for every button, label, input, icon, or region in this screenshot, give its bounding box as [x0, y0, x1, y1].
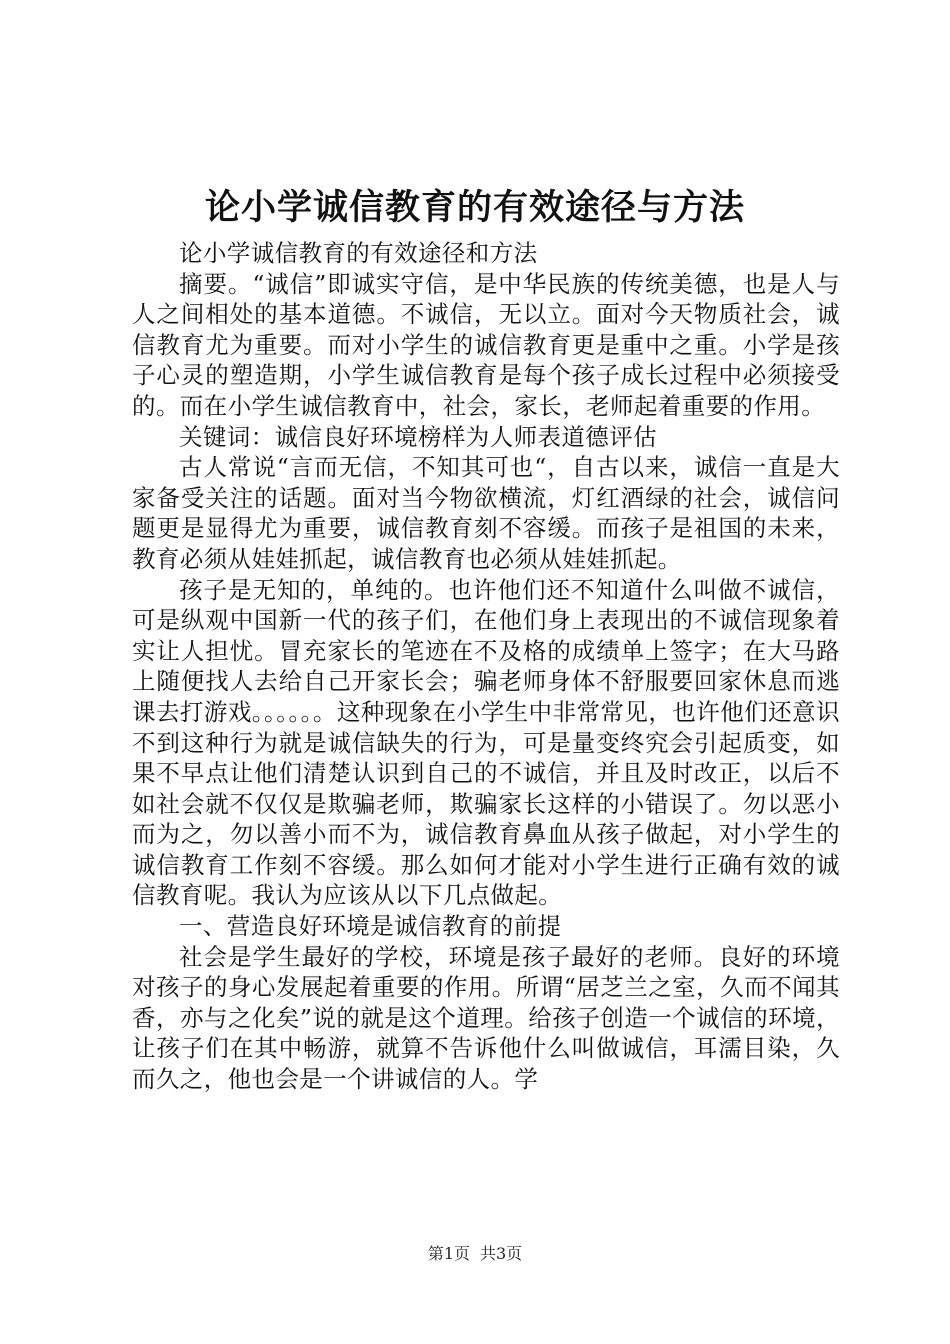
- page-total: 共3页: [480, 1244, 523, 1263]
- body-paragraph: 社会是学生最好的学校，环境是孩子最好的老师。良好的环境对孩子的身心发展起着重要的作用。所谓“居芝兰之室，久而不闻其香，亦与之化矣”说的就是这个道理。给孩子创造一个诚信的环境，让孩子们在其中畅游，就算不告诉他什么叫做诚信，耳濡目染，久而久之，他也会是一个讲诚信的人。学: [132, 942, 840, 1094]
- page-number: 第1页: [427, 1244, 470, 1263]
- page-footer: [0, 1244, 950, 1264]
- keywords-paragraph: 关键词：诚信良好环境榜样为人师表道德评估: [179, 422, 657, 451]
- body-paragraph: 孩子是无知的，单纯的。也许他们还不知道什么叫做不诚信，可是纵观中国新一代的孩子们，在他们身上表现出的不诚信现象着实让人担忧。冒充家长的笔迹在不及格的成绩单上签字；在大马路上随便找人去给自己开家长会；骗老师身体不舒服要回家休息而逃课去打游戏。。。。。。这种现象在小学生中非常常见，也许他们还意识不到这种行为就是诚信缺失的行为，可是量变终究会引起质变，如果不早点让他们清楚认识到自己的不诚信，并且及时改正，以后不如社会就不仅仅是欺骗老师，欺骗家长这样的小错误了。勿以恶小而为之，勿以善小而不为，诚信教育鼻血从孩子做起，对小学生的诚信教育工作刻不容缓。那么如何才能对小学生进行正确有效的诚信教育呢。我认为应该从以下几点做起。: [132, 575, 840, 910]
- section-heading: 一、营造良好环境是诚信教育的前提: [179, 912, 562, 941]
- abstract-paragraph: 摘要。“诚信”即诚实守信，是中华民族的传统美德，也是人与人之间相处的基本道德。不诚信，无以立。面对今天物质社会，诚信教育尤为重要。而对小学生的诚信教育更是重中之重。小学是孩子心灵的塑造期，小学生诚信教育是每个孩子成长过程中必须接受的。而在小学生诚信教育中，社会，家长，老师起着重要的作用。: [132, 269, 840, 420]
- body-paragraph: 古人常说“言而无信，不知其可也“，自古以来，诚信一直是大家备受关注的话题。面对当今物欲横流，灯红酒绿的社会，诚信问题更是显得尤为重要，诚信教育刻不容缓。而孩子是祖国的未来，教育必须从娃娃抓起，诚信教育也必须从娃娃抓起。: [132, 453, 840, 573]
- document-body: [132, 238, 840, 1095]
- subtitle-paragraph: 论小学诚信教育的有效途径和方法: [179, 239, 538, 267]
- document-title: 论小学诚信教育的有效途径与方法: [204, 187, 745, 228]
